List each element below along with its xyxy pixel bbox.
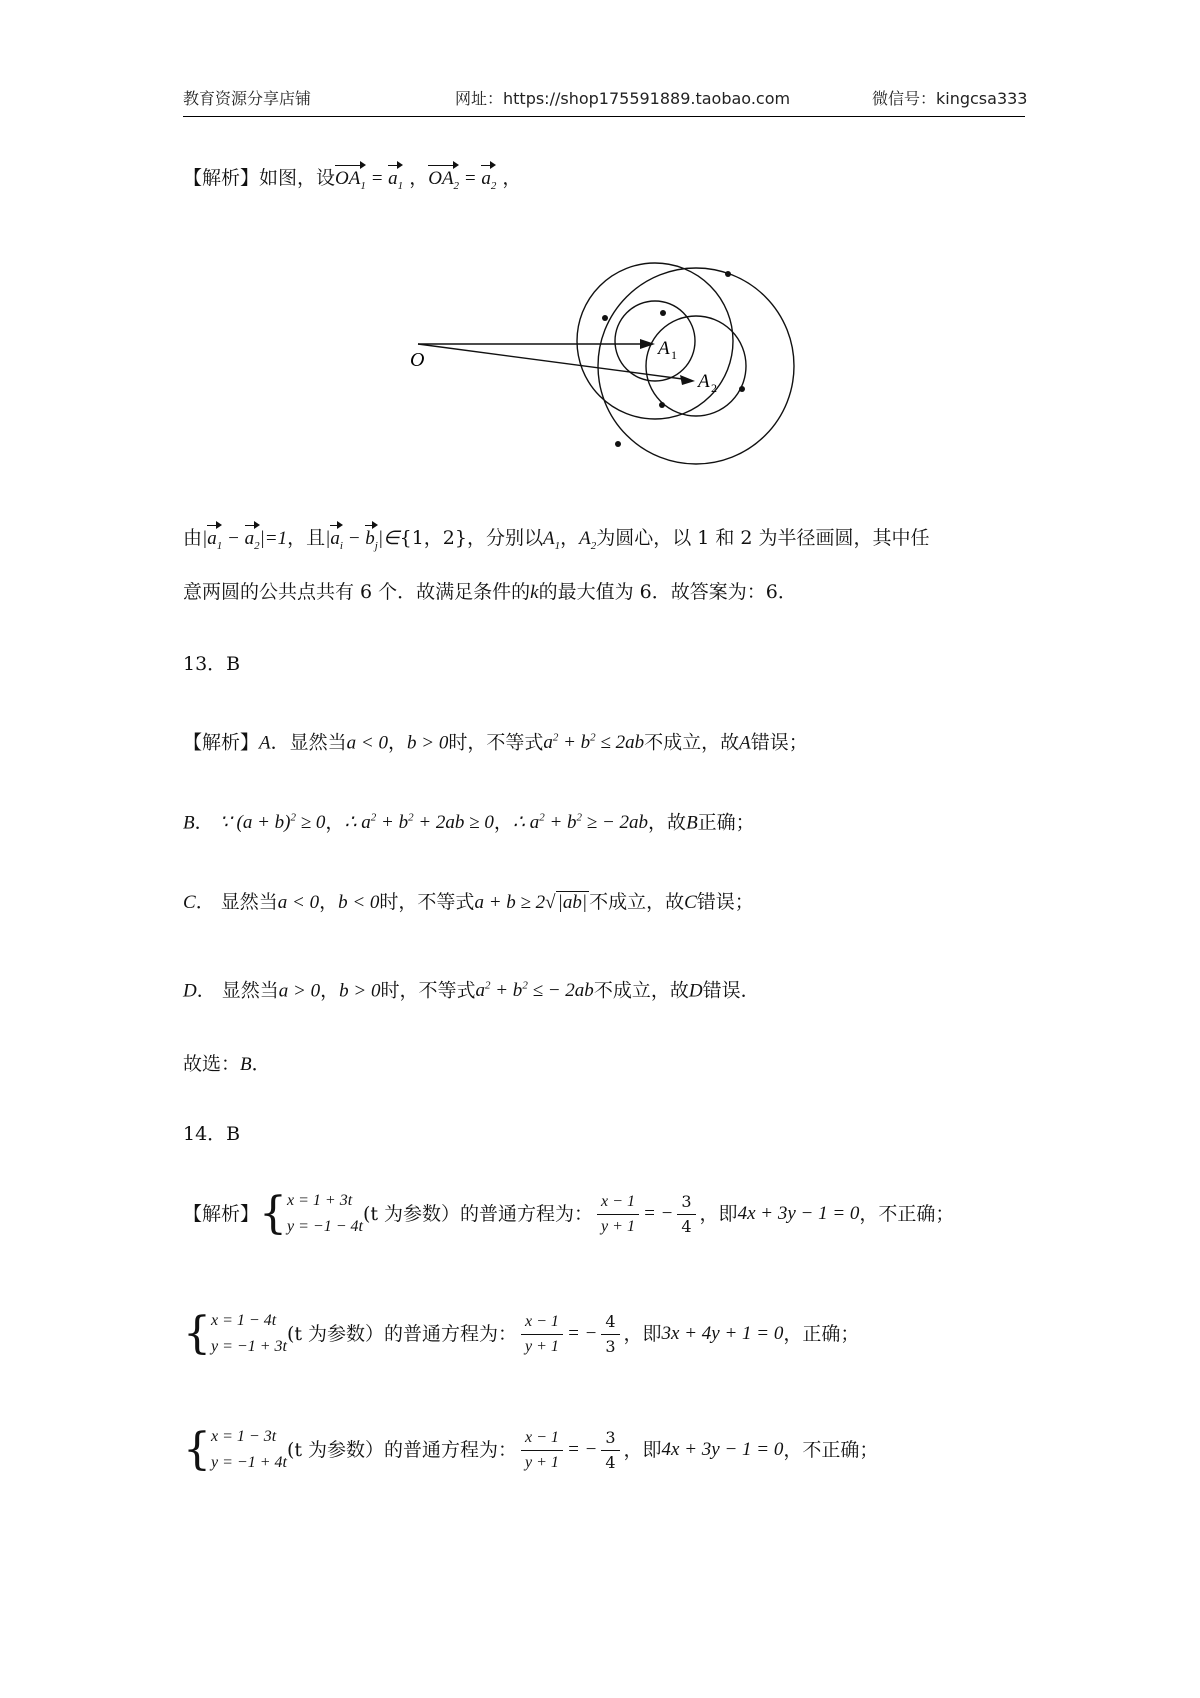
q13-c-text2: 时，不等式	[379, 891, 475, 913]
q13-d-text4: 错误．	[702, 979, 760, 1002]
q12-line1: 由$|a_1 - a_2|=1$，且$|a_i$ − $b_j|\in\{1$，2}，分别以$A_1$，$A_2$为圆心，以 1 和 2 为半径画圆，其中任	[183, 526, 930, 558]
q13-a-text4: 错误；	[750, 731, 808, 754]
q13-b-text: 正确；	[697, 811, 755, 834]
label-a1: A	[658, 338, 670, 359]
q13-line-d: D． 显然当a > 0，b > 0时，不等式$a^2 + b^2$ ≤ − 2ab不成立，故D错误．	[183, 979, 760, 1002]
q12-line2-a: 意两圆的公共点共有 6 个．故满足条件的	[183, 581, 531, 603]
header-rule	[183, 116, 1025, 117]
q14-item3-verdict: ，不正确；	[783, 1439, 879, 1461]
q13-c-text1: 显然当	[220, 891, 278, 913]
q14-item2-jiji: ，即	[623, 1323, 662, 1345]
q14-item1-verdict: ，不正确；	[859, 1203, 955, 1225]
q13-line-a: 【解析】A．显然当a < 0，b > 0时，不等式$a^2 + b^2 \le 2ab$不成立，故A错误；	[183, 731, 808, 754]
q13-c-text3: 不成立，故	[589, 891, 685, 913]
intersection-point	[725, 271, 731, 277]
intersection-point	[659, 402, 665, 408]
q12-line2: 意两圆的公共点共有 6 个．故满足条件的k的最大值为 6．故答案为：6．	[183, 581, 797, 603]
q13-a-text2: 时，不等式	[448, 731, 544, 754]
q14-item3-jiji: ，即	[623, 1439, 662, 1461]
q14-item2-note: (t 为参数）的普通方程为：	[286, 1323, 518, 1345]
q13-option-c: C	[183, 892, 196, 913]
q13-line-c: C． 显然当a < 0，b < 0时，不等式a + b ≥ 2√ |ab| 不成立，故C错误；	[183, 891, 754, 913]
q13-c-text4: 错误；	[696, 891, 754, 913]
q12-line1-b: ，且	[287, 527, 326, 549]
circles-diagram	[400, 226, 820, 496]
q13-d-text2: 时，不等式	[380, 979, 476, 1002]
intersection-point	[739, 386, 745, 392]
label-a1-sub: 1	[671, 348, 677, 362]
circle-a1-r1	[615, 301, 695, 381]
q14-prefix: 【解析】	[183, 1203, 260, 1225]
intersection-point	[602, 315, 608, 321]
q12-line1-d: 为圆心，以 1 和 2 为半径画圆，其中任	[596, 527, 930, 549]
q14-item1: 【解析】{ x = 1 + 3t y = −1 − 4t (t 为参数）的普通方程为： $\frac{x - 1}{y + 1}$ = − $\frac{3}{4}$ ，即4x + 3y − 1 = 0，不正确；	[183, 1188, 955, 1239]
q14-item3-note: (t 为参数）的普通方程为：	[286, 1439, 518, 1461]
header-wechat: 微信号：kingcsa333	[872, 89, 1028, 108]
q13-d-text3: 不成立，故	[593, 979, 689, 1002]
q13-option-a: A	[259, 732, 271, 754]
q12-line2-b: 的最大值为 6．故答案为：6．	[538, 581, 797, 603]
q13-option-d: D	[183, 980, 197, 1002]
q14-answer: 14．B	[183, 1123, 241, 1145]
label-o: O	[410, 349, 425, 371]
q14-item2-verdict: ，正确；	[783, 1323, 860, 1345]
circle-a2-r2	[598, 268, 794, 464]
q12-line1-a: 由	[183, 527, 203, 549]
q14-item1-note: (t 为参数）的普通方程为：	[362, 1203, 594, 1225]
header-url[interactable]: 网址：https://shop175591889.taobao.com	[455, 89, 791, 108]
q12-intro: 【解析】如图，设$OA_1 = a_1$ ，$OA_2 = a_2$ ，	[183, 166, 521, 198]
q13-answer: 13．B	[183, 653, 241, 675]
header-shop-name: 教育资源分享店铺	[183, 89, 312, 108]
q13-conclusion-answer: B	[240, 1054, 252, 1075]
q13-a-prefix: 【解析】	[183, 731, 260, 754]
circle-a2-r1	[646, 316, 746, 416]
q13-a-text3: 不成立，故	[644, 731, 740, 754]
label-a2: A	[698, 371, 710, 392]
label-a2-sub: 2	[711, 381, 717, 395]
q13-d-text1: 显然当	[221, 979, 279, 1002]
q14-item1-jiji: ，即	[699, 1203, 738, 1225]
q13-conclusion-prefix: 故选：	[183, 1053, 241, 1075]
arrow-a2	[680, 375, 695, 385]
q14-item2: { x = 1 − 4t y = −1 + 3t (t 为参数）的普通方程为： $\frac{x - 1}{y + 1}$ = − $\frac{4}{3}$ ，即3x + 4y + 1 = 0，正确；	[183, 1308, 860, 1359]
q12-intro-prefix: 【解析】如图，设	[183, 167, 336, 189]
q14-item3: { x = 1 − 3t y = −1 + 4t (t 为参数）的普通方程为： $\frac{x - 1}{y + 1}$ = − $\frac{3}{4}$ ，即4x + 3y − 1 = 0，不正确；	[183, 1424, 879, 1475]
q13-option-b: B	[183, 812, 195, 834]
q13-a-text1: 显然当	[289, 731, 347, 754]
intersection-point	[660, 310, 666, 316]
intersection-point	[615, 441, 621, 447]
q13-conclusion: 故选：B．	[183, 1053, 271, 1075]
q12-line1-c: ，分别以	[466, 527, 543, 549]
q13-line-b: B． ∵ $(a + b)^2 \ge 0$，∴ $a^2 + b^2 + 2ab \ge 0$，∴ $a^2 + b^2$ ≥ − 2ab，故B正确；	[183, 811, 755, 834]
